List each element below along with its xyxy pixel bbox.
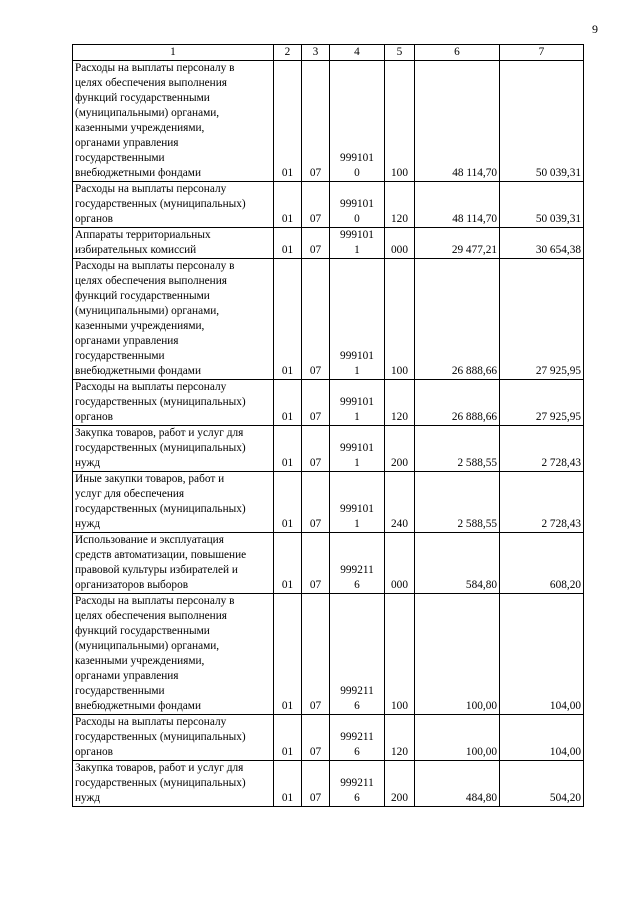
table-row <box>73 61 584 182</box>
row-amount-year1-cell: 2 588,55 <box>415 472 500 533</box>
row-name-cell: Расходы на выплаты персоналу государственных (муниципальных) органов <box>73 182 274 228</box>
row-amount-year1-cell: 100,00 <box>415 594 500 715</box>
row-target-article-cell: 999211 6 <box>330 594 385 715</box>
row-amount-year1-cell: 48 114,70 <box>415 182 500 228</box>
column-header: 3 <box>302 45 330 61</box>
row-section-cell: 01 <box>274 380 302 426</box>
table-row <box>73 594 584 715</box>
row-amount-year2-cell: 2 728,43 <box>500 426 584 472</box>
row-amount-year1-cell: 26 888,66 <box>415 259 500 380</box>
row-name-cell: Использование и эксплуатация средств автоматизации, повышение правовой культуры избирателей и организаторов выборов <box>73 533 274 594</box>
row-section-cell: 01 <box>274 533 302 594</box>
row-name-cell: Расходы на выплаты персоналу государственных (муниципальных) органов <box>73 380 274 426</box>
row-subsection-cell: 07 <box>302 426 330 472</box>
row-subsection-cell: 07 <box>302 380 330 426</box>
row-amount-year1-cell: 584,80 <box>415 533 500 594</box>
row-name-cell: Закупка товаров, работ и услуг для государственных (муниципальных) нужд <box>73 426 274 472</box>
budget-table <box>72 44 584 807</box>
row-name-cell: Закупка товаров, работ и услуг для государственных (муниципальных) нужд <box>73 761 274 807</box>
column-header: 5 <box>385 45 415 61</box>
row-subsection-cell: 07 <box>302 533 330 594</box>
row-expense-type-cell: 100 <box>385 61 415 182</box>
column-header: 1 <box>73 45 274 61</box>
row-section-cell: 01 <box>274 715 302 761</box>
row-expense-type-cell: 200 <box>385 761 415 807</box>
row-amount-year2-cell: 504,20 <box>500 761 584 807</box>
column-header: 2 <box>274 45 302 61</box>
row-amount-year1-cell: 26 888,66 <box>415 380 500 426</box>
row-section-cell: 01 <box>274 61 302 182</box>
row-name-cell: Расходы на выплаты персоналу государственных (муниципальных) органов <box>73 715 274 761</box>
column-header: 4 <box>330 45 385 61</box>
row-name-cell: Расходы на выплаты персоналу в целях обеспечения выполнения функций государственными (муниципальными) органами, казенными учреждениями, органами управления государственными внебюджетными фондами <box>73 61 274 182</box>
row-amount-year1-cell: 48 114,70 <box>415 61 500 182</box>
row-target-article-cell: 999211 6 <box>330 715 385 761</box>
row-section-cell: 01 <box>274 761 302 807</box>
row-expense-type-cell: 120 <box>385 182 415 228</box>
row-amount-year1-cell: 29 477,21 <box>415 228 500 259</box>
row-section-cell: 01 <box>274 426 302 472</box>
row-amount-year2-cell: 608,20 <box>500 533 584 594</box>
table-row <box>73 715 584 761</box>
row-amount-year2-cell: 50 039,31 <box>500 61 584 182</box>
row-target-article-cell: 999101 1 <box>330 228 385 259</box>
row-expense-type-cell: 100 <box>385 259 415 380</box>
table-row <box>73 426 584 472</box>
table-row <box>73 259 584 380</box>
row-name-cell: Расходы на выплаты персоналу в целях обеспечения выполнения функций государственными (муниципальными) органами, казенными учреждениями, органами управления государственными внебюджетными фондами <box>73 594 274 715</box>
row-name-cell: Аппараты территориальных избирательных комиссий <box>73 228 274 259</box>
row-expense-type-cell: 120 <box>385 380 415 426</box>
row-section-cell: 01 <box>274 594 302 715</box>
row-expense-type-cell: 100 <box>385 594 415 715</box>
row-expense-type-cell: 000 <box>385 533 415 594</box>
row-section-cell: 01 <box>274 259 302 380</box>
row-amount-year2-cell: 104,00 <box>500 715 584 761</box>
row-amount-year1-cell: 2 588,55 <box>415 426 500 472</box>
row-expense-type-cell: 120 <box>385 715 415 761</box>
row-amount-year2-cell: 27 925,95 <box>500 259 584 380</box>
table-row <box>73 182 584 228</box>
row-subsection-cell: 07 <box>302 715 330 761</box>
column-header: 7 <box>500 45 584 61</box>
row-subsection-cell: 07 <box>302 594 330 715</box>
table-row <box>73 380 584 426</box>
row-section-cell: 01 <box>274 472 302 533</box>
table-row <box>73 761 584 807</box>
row-target-article-cell: 999101 1 <box>330 472 385 533</box>
row-target-article-cell: 999101 1 <box>330 380 385 426</box>
column-header: 6 <box>415 45 500 61</box>
row-section-cell: 01 <box>274 182 302 228</box>
row-amount-year2-cell: 104,00 <box>500 594 584 715</box>
row-amount-year1-cell: 484,80 <box>415 761 500 807</box>
page-number: 9 <box>592 22 598 36</box>
row-target-article-cell: 999101 0 <box>330 61 385 182</box>
row-amount-year2-cell: 50 039,31 <box>500 182 584 228</box>
row-subsection-cell: 07 <box>302 259 330 380</box>
row-subsection-cell: 07 <box>302 182 330 228</box>
row-amount-year1-cell: 100,00 <box>415 715 500 761</box>
row-expense-type-cell: 200 <box>385 426 415 472</box>
table-row <box>73 533 584 594</box>
row-amount-year2-cell: 2 728,43 <box>500 472 584 533</box>
row-target-article-cell: 999101 1 <box>330 259 385 380</box>
row-subsection-cell: 07 <box>302 761 330 807</box>
row-expense-type-cell: 000 <box>385 228 415 259</box>
row-amount-year2-cell: 30 654,38 <box>500 228 584 259</box>
table-row <box>73 472 584 533</box>
row-name-cell: Расходы на выплаты персоналу в целях обеспечения выполнения функций государственными (муниципальными) органами, казенными учреждениями, органами управления государственными внебюджетными фондами <box>73 259 274 380</box>
row-expense-type-cell: 240 <box>385 472 415 533</box>
row-name-cell: Иные закупки товаров, работ и услуг для обеспечения государственных (муниципальных) нужд <box>73 472 274 533</box>
table-header-row <box>73 45 584 61</box>
row-target-article-cell: 999101 1 <box>330 426 385 472</box>
row-target-article-cell: 999211 6 <box>330 761 385 807</box>
row-target-article-cell: 999211 6 <box>330 533 385 594</box>
row-subsection-cell: 07 <box>302 228 330 259</box>
row-subsection-cell: 07 <box>302 472 330 533</box>
row-subsection-cell: 07 <box>302 61 330 182</box>
row-amount-year2-cell: 27 925,95 <box>500 380 584 426</box>
row-section-cell: 01 <box>274 228 302 259</box>
table-row <box>73 228 584 259</box>
row-target-article-cell: 999101 0 <box>330 182 385 228</box>
